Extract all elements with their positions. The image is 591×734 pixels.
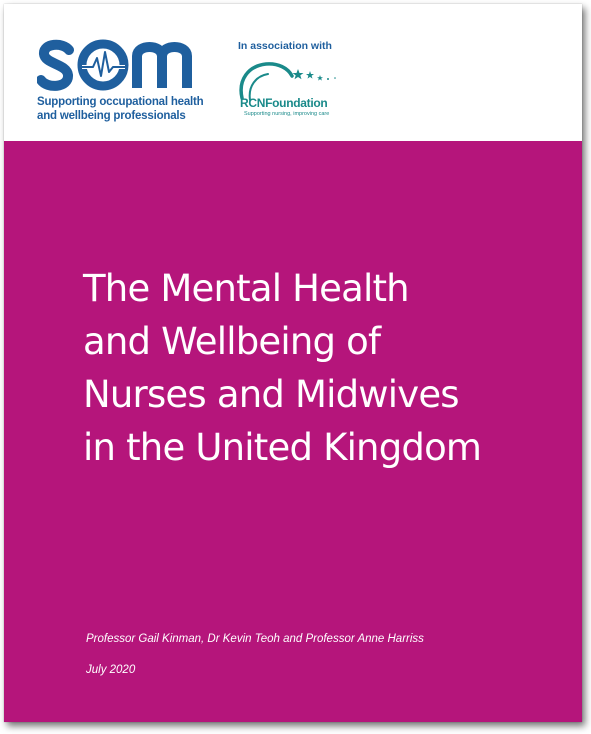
- report-title: [83, 262, 481, 474]
- report-date: July 2020: [86, 664, 136, 676]
- page-header: [4, 4, 582, 141]
- report-title-line: The Mental Health: [83, 267, 409, 310]
- som-tagline: [37, 95, 204, 123]
- som-tagline-line2: and wellbeing professionals: [37, 110, 186, 122]
- association-label: In association with: [238, 40, 332, 52]
- report-authors: Professor Gail Kinman, Dr Kevin Teoh and Professor Anne Harriss: [86, 633, 424, 645]
- report-title-line: Nurses and Midwives: [83, 373, 459, 416]
- report-title-line: and Wellbeing of: [83, 320, 381, 363]
- rcn-foundation-name: RCNFoundation: [240, 96, 328, 110]
- report-title-line: in the United Kingdom: [83, 426, 482, 469]
- som-logo-icon: [37, 36, 217, 98]
- rcn-foundation-tagline: Supporting nursing, improving care: [244, 111, 330, 117]
- som-tagline-line1: Supporting occupational health: [37, 96, 204, 108]
